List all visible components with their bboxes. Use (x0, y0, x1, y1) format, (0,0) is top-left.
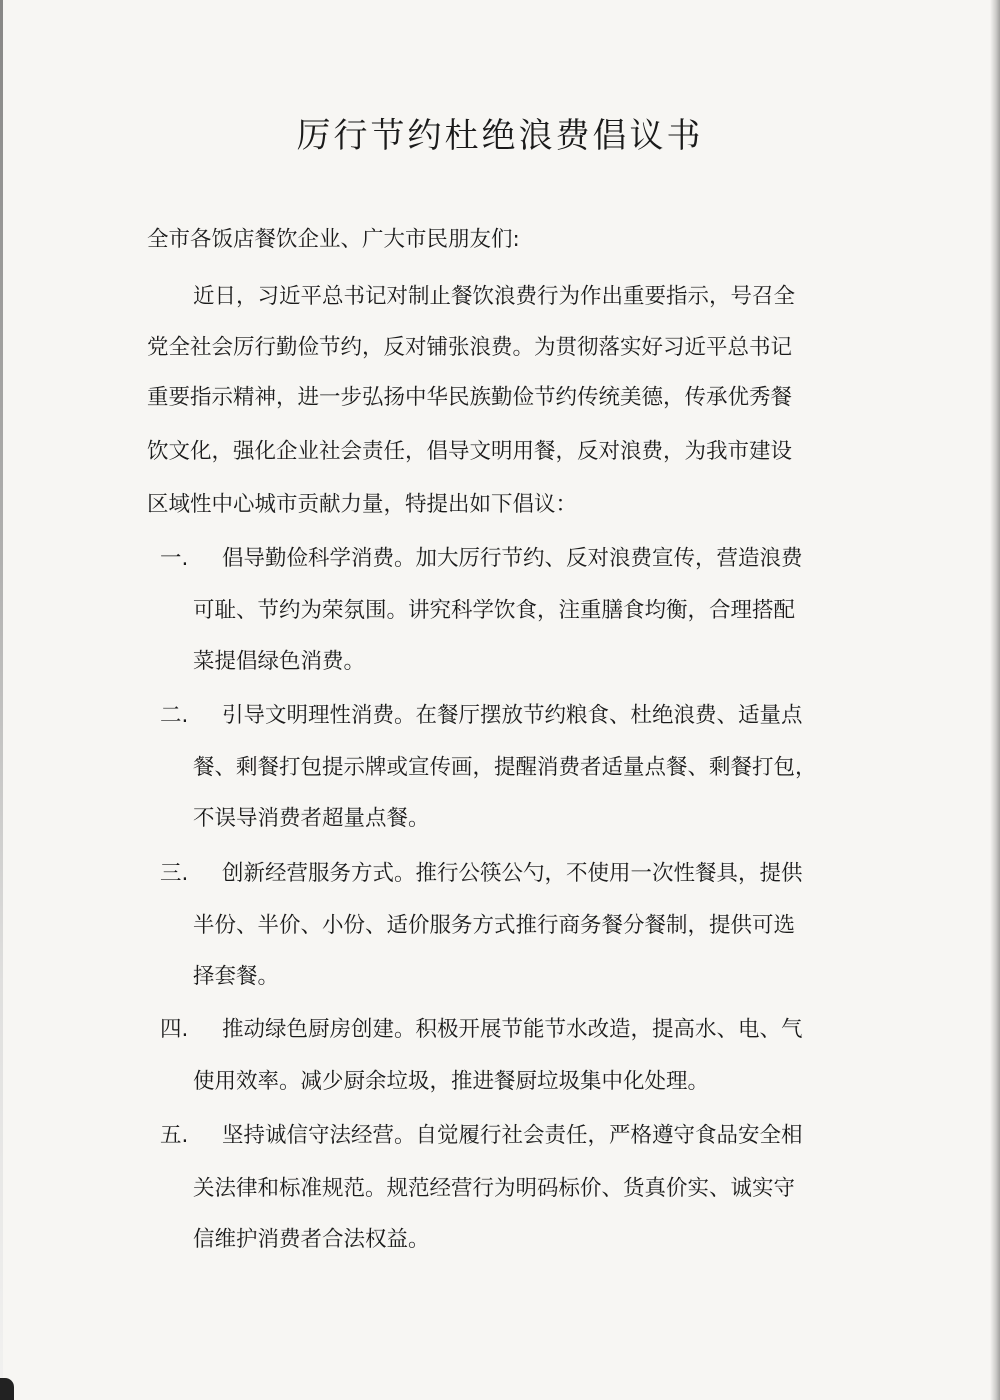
item-3-line-2: 半份、半价、小份、适价服务方式推行商务餐分餐制，提供可选 (193, 913, 796, 938)
item-number-2: 二. (160, 703, 189, 728)
salutation: 全市各饭店餐饮企业、广大市民朋友们: (147, 227, 520, 252)
item-number-5: 五. (160, 1123, 189, 1148)
item-number-3: 三. (160, 861, 189, 886)
item-number-4: 四. (160, 1017, 189, 1042)
scan-blot (0, 1378, 14, 1400)
intro-line-2: 党全社会厉行勤俭节约，反对铺张浪费。为贯彻落实好习近平总书记 (147, 335, 793, 360)
item-3-line-3: 择套餐。 (193, 964, 280, 989)
item-1-line-3: 菜提倡绿色消费。 (193, 649, 366, 674)
item-2-line-1: 引导文明理性消费。在餐厅摆放节约粮食、杜绝浪费、适量点 (222, 703, 803, 728)
item-3-line-1: 创新经营服务方式。推行公筷公勺，不使用一次性餐具，提供 (222, 861, 803, 886)
item-4-line-1: 推动绿色厨房创建。积极开展节能节水改造，提高水、电、气 (222, 1017, 803, 1042)
scan-edge-left (0, 0, 3, 1400)
item-2-line-3: 不误导消费者超量点餐。 (193, 806, 430, 831)
intro-line-5: 区域性中心城市贡献力量，特提出如下倡议： (147, 492, 578, 517)
intro-line-1: 近日，习近平总书记对制止餐饮浪费行为作出重要指示，号召全 (193, 284, 796, 309)
item-1-line-2: 可耻、节约为荣氛围。讲究科学饮食，注重膳食均衡，合理搭配 (193, 598, 796, 623)
item-4-line-2: 使用效率。减少厨余垃圾，推进餐厨垃圾集中化处理。 (193, 1069, 710, 1094)
intro-line-4: 饮文化，强化企业社会责任，倡导文明用餐，反对浪费，为我市建设 (147, 439, 793, 464)
scan-edge-right (990, 0, 1000, 1400)
item-5-line-1: 坚持诚信守法经营。自觉履行社会责任，严格遵守食品安全相 (222, 1123, 803, 1148)
item-number-1: 一. (160, 546, 189, 571)
item-1-line-1: 倡导勤俭科学消费。加大厉行节约、反对浪费宣传，营造浪费 (222, 546, 803, 571)
item-5-line-3: 信维护消费者合法权益。 (193, 1227, 430, 1252)
document-title: 厉行节约杜绝浪费倡议书 (296, 116, 704, 156)
item-5-line-2: 关法律和标准规范。规范经营行为明码标价、货真价实、诚实守 (193, 1176, 796, 1201)
intro-line-3: 重要指示精神，进一步弘扬中华民族勤俭节约传统美德，传承优秀餐 (147, 385, 793, 410)
item-2-line-2: 餐、剩餐打包提示牌或宣传画，提醒消费者适量点餐、剩餐打包， (193, 755, 817, 780)
